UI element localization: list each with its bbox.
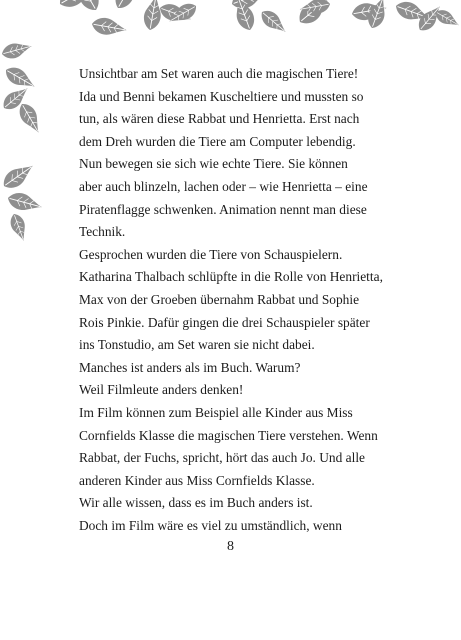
- text-line: aber auch blinzeln, lachen oder – wie Henrietta – eine: [79, 178, 368, 194]
- leaf-icon: [433, 7, 461, 31]
- leaf-icon: [298, 0, 331, 17]
- text-line: Doch im Film wäre es viel zu umständlich, wenn: [79, 517, 342, 533]
- text-line: tun, als wären diese Rabbat und Henrietta. Erst nach: [79, 111, 360, 127]
- leaf-icon: [230, 0, 258, 33]
- leaf-icon: [229, 0, 270, 12]
- leaf-icon: [157, 1, 193, 27]
- text-line: Technik.: [79, 224, 126, 240]
- page-number: 8: [227, 539, 234, 554]
- leaf-icon: [351, 0, 389, 22]
- leaf-icon: [0, 83, 32, 114]
- text-line: Max von der Groeben übernahm Rabbat und Sophie: [79, 291, 360, 307]
- text-line: Nun bewegen sie sich wie echte Tiere. Sie können: [79, 156, 348, 172]
- leaf-icon: [6, 190, 44, 215]
- text-line: Rabbat, der Fuchs, spricht, hört das auch Jo. Und alle: [79, 450, 365, 466]
- leaf-icon: [142, 0, 164, 31]
- leaf-icon: [2, 63, 38, 93]
- text-line: Cornfields Klasse die magischen Tiere verstehen. Wenn: [79, 427, 378, 443]
- leaf-icon: [257, 6, 290, 37]
- leaf-icon: [8, 212, 30, 243]
- leaf-icon: [166, 0, 200, 28]
- leaf-icon: [15, 100, 45, 136]
- leaf-icon: [365, 0, 391, 31]
- text-line: Katharina Thalbach schlüpfte in die Rolle von Henrietta,: [79, 269, 383, 285]
- text-line: dem Dreh wurden die Tiere am Computer lebendig.: [79, 133, 356, 149]
- text-line: Gesprochen wurden die Tiere von Schauspielern.: [79, 246, 343, 262]
- text-line: Unsichtbar am Set waren auch die magischen Tiere!: [79, 66, 359, 81]
- text-line: Manches ist anders als im Buch. Warum?: [79, 359, 301, 375]
- leaf-icon: [0, 39, 34, 61]
- text-line: Im Film können zum Beispiel alle Kinder aus Miss: [79, 404, 353, 420]
- text-line: Ida und Benni bekamen Kuscheltiere und mussten so: [79, 88, 364, 104]
- leaf-icon: [0, 159, 38, 193]
- text-line: Weil Filmleute anders denken!: [79, 382, 244, 398]
- leaf-icon: [294, 0, 334, 29]
- text-line: Piratenflagge schwenken. Animation nennt man diese: [79, 201, 367, 217]
- leaf-icon: [91, 16, 129, 38]
- leaf-icon: [70, 0, 104, 14]
- text-line: ins Tonstudio, am Set waren sie nicht dabei.: [79, 337, 315, 353]
- text-line: anderen Kinder aus Miss Cornfields Klasse.: [79, 472, 315, 488]
- leaf-icon: [55, 0, 99, 12]
- leaf-icon: [414, 2, 445, 35]
- body-text: [79, 63, 419, 537]
- text-line: Wir alle wissen, dass es im Buch anders ist.: [79, 495, 313, 511]
- leaf-icon: [111, 0, 143, 12]
- text-line: Rois Pinkie. Dafür gingen die drei Schauspieler später: [79, 314, 370, 330]
- leaf-icon: [393, 0, 432, 26]
